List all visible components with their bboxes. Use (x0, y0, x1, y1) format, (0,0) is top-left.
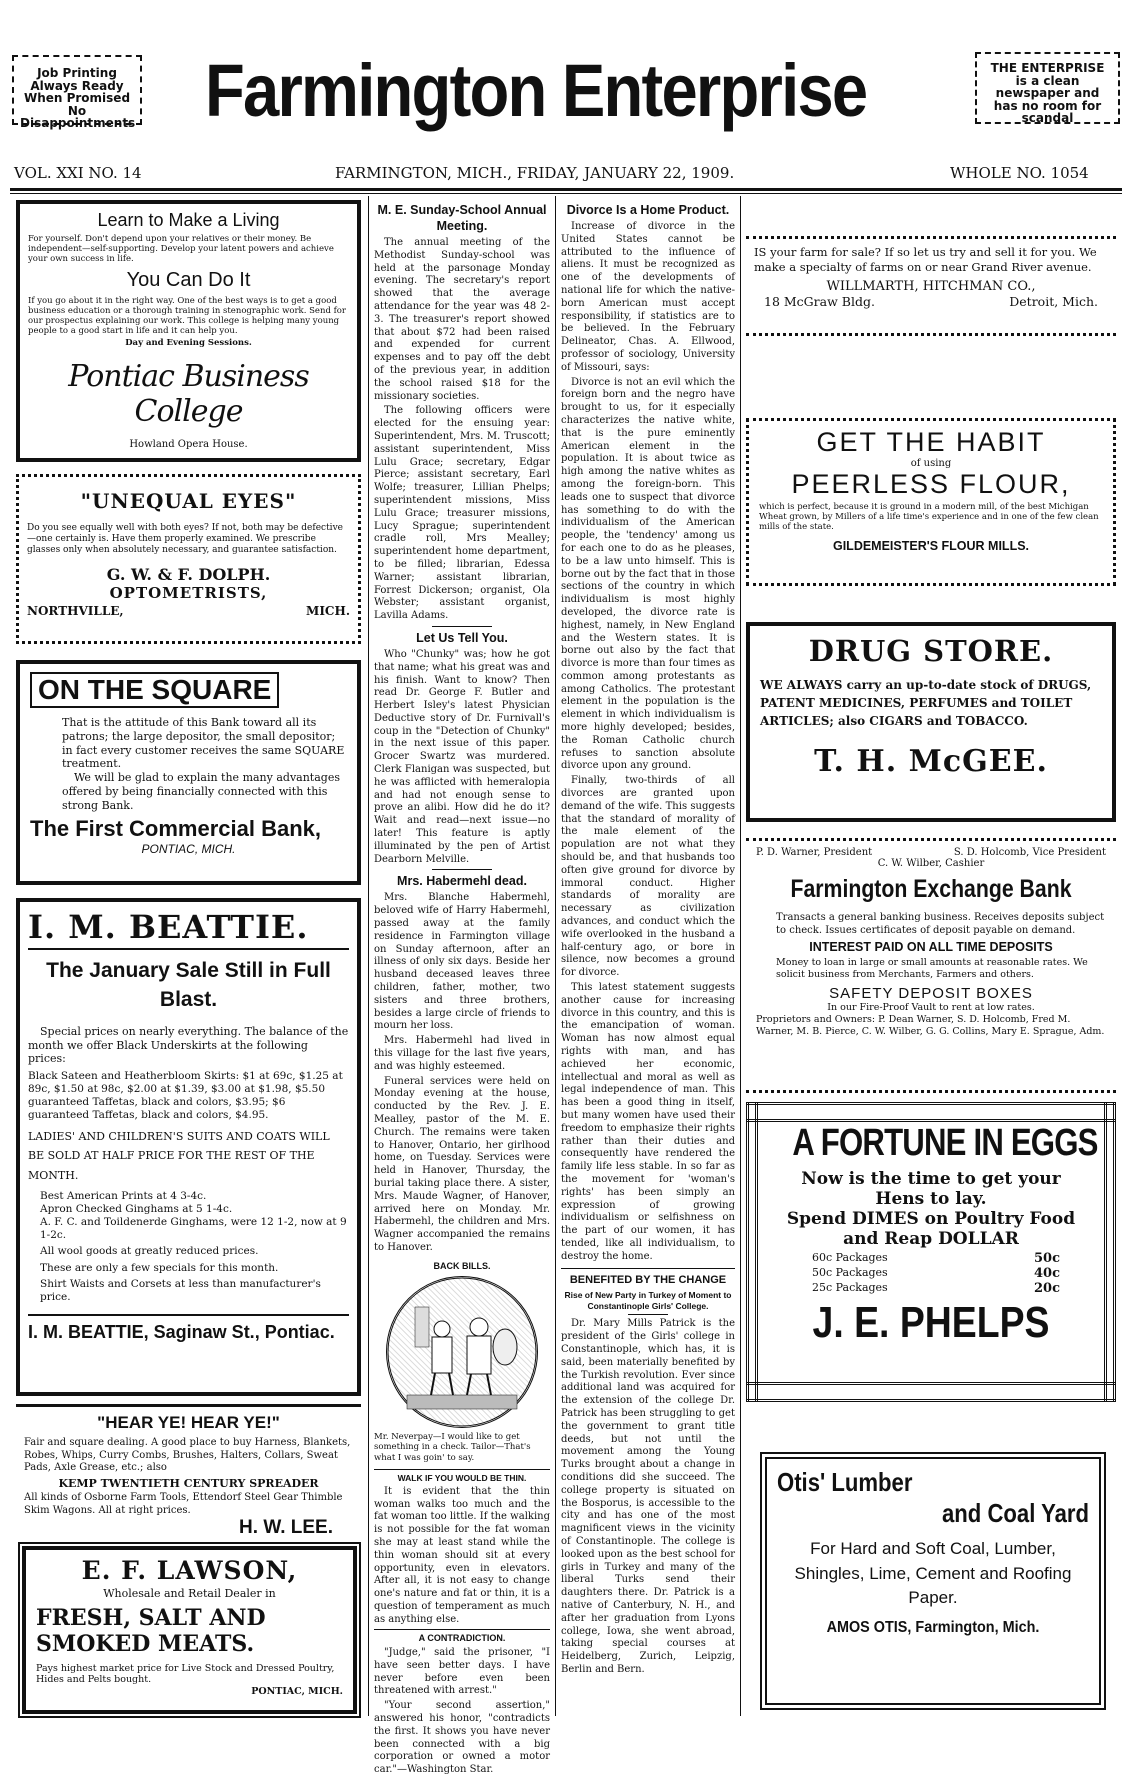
cartoon-caption: Mr. Neverpay—I would like to get something in a check. Tailor—That's what I was goin' to say. (374, 1432, 531, 1463)
egg-price-value: 20c (1033, 1281, 1060, 1296)
sunday-school-p1: The annual meeting of the Methodist Sunday-school was held at the parsonage Monday evening. The secretary's report showed that the average attendance for the year was 48 2-3. The treasurer's report showed that about $72 had been raised and expended for current expenses and to pay off the debt of the previous year, in addition the school raised $18 for the missionary societies. (374, 237, 550, 402)
egg-headline: A FORTUNE IN EGGS (792, 1122, 1098, 1164)
divorce-p2: Divorce is not an evil which the foreign born and the negro have brought to us, for it especially characterizes the native white, that is the pure eminently American element in the population. It is about twice as high among the native whites as among the foreign-born. This leads one to suspect that divorce has something to do with the individualism of the American people, the 'tendency' among us for each one to do as he pleases, to be a law unto himself. This is borne out by the fact that in those sections of the country in which individualism is most highly developed, the divorce rate is highest, namely, in New England and the Western states. It is borne out also by the fact that divorce is more than four times as common among protestants as among Catholics. The protestant element in the population is the element in which individualism is more highly developed; besides, the Roman Catholic church refuses to sanction absolute divorce upon any ground. (561, 376, 735, 772)
divorce-headline: Divorce Is a Home Product. (566, 203, 730, 217)
exchange-bank-body: Transacts a general banking business. Receives deposits subject to check. Issues certificates of deposit payable on demand. (776, 912, 1105, 936)
divider (628, 1314, 668, 1315)
beattie-p4: Best American Prints at 4 3-4c. (40, 1189, 207, 1202)
farm-sale-city: Detroit, Mich. (1009, 293, 1098, 309)
divider (561, 1268, 735, 1269)
egg-price-label: 60c Packages (812, 1251, 888, 1264)
egg-price-list (762, 1249, 1100, 1296)
egg-line-3: Spend DIMES on Poultry Food (786, 1209, 1076, 1229)
egg-border-top (746, 1102, 1116, 1122)
egg-price-label: 25c Packages (812, 1281, 888, 1294)
divider (374, 1469, 550, 1470)
divorce-p3: Finally, two-thirds of all divorces are granted upon demand of the wife. This suggests that the standard of morality of the male element of the population are not what they should be, and that husbands too often give ground for divorce by immoral conduct. Higher standards of morality are necessary as civilization advances, and conduct which the wife overlooked in the husband a half-century ago, or bore in silence, now becomes a ground for divorce. (561, 775, 735, 979)
drug-store-ad (746, 622, 1116, 822)
tell-you-headline: Let Us Tell You. (416, 630, 508, 645)
business-college-intro: For yourself. Don't depend upon your relatives or their money. Be independent—self-supporting. Develop your latent powers and achieve your own success in life. (28, 234, 334, 265)
cartoon-title: BACK BILLS. (433, 1260, 491, 1271)
optometrists-state: MICH. (306, 604, 350, 619)
egg-border-bottom (746, 1382, 1116, 1402)
column-2 (374, 200, 550, 1776)
peerless-flour-ad (746, 418, 1116, 586)
divorce-p4: This latest statement suggests another cause for increasing divorce in this country, and this is the emancipation of woman. Woman has now almost equal rights with man, and has achieved her economic, intellectual and moral as well as legal independence of man. This has been a good thing in itself, but many women have used their freedom to emphasize their rights rather than their duties and consequently have rendered the family life less stable. In so far as the movement for 'woman's rights' has been simply an expression of growing individualism or selfishness on the part of our women, it has tended, like all individualism, to destroy the home. (561, 982, 735, 1262)
business-college-subhead: You Can Do It (126, 268, 251, 291)
farm-sale-address: 18 McGraw Bldg. (764, 293, 875, 309)
optometrists-town: NORTHVILLE, (27, 604, 124, 619)
column-rule-1 (368, 196, 369, 1716)
column-3 (561, 200, 735, 1715)
exchange-bank-vault: In our Fire-Proof Vault to rent at low rates. (827, 1001, 1035, 1013)
divider (432, 626, 492, 627)
benefited-subhead: Rise of New Party in Turkey of Moment to Constantinople Girls' College. (564, 1289, 732, 1311)
benefited-headline: BENEFITED BY THE CHANGE (569, 1273, 727, 1286)
business-college-headline: Learn to Make a Living (97, 210, 280, 230)
farm-sale-address-row (754, 294, 1108, 309)
lumber-body: For Hard and Soft Coal, Lumber, Shingles, Lime, Cement and Roofing Paper. (794, 1539, 1072, 1608)
beattie-p7: All wool goods at greatly reduced prices. (40, 1245, 259, 1258)
exchange-bank-loans: Money to loan in large or small amounts at reasonable rates. We solicit business from Merchants, Farmers and others. (776, 957, 1088, 980)
business-college-signature: Pontiac Business College (68, 358, 309, 429)
business-college-sessions: Day and Evening Sessions. (125, 338, 252, 349)
lawson-name: E. F. LAWSON, (81, 1556, 298, 1585)
lawson-meats-ad (22, 1546, 357, 1714)
optometrists-title: OPTOMETRISTS, (109, 584, 268, 603)
optometrists-headline: "UNEQUAL EYES" (80, 489, 297, 513)
egg-line-4: and Reap DOLLAR (843, 1229, 1019, 1249)
masthead-rule (10, 188, 1122, 191)
clean-newspaper-text: THE ENTERPRISE is a clean newspaper and has no room for scandal (990, 61, 1105, 126)
drug-store-body: WE ALWAYS carry an up-to-date stock of DRUGS, PATENT MEDICINES, PERFUMES and TOILET ARTICLES; also CIGARS and TOBACCO. (760, 678, 1092, 728)
farm-sale-text: IS your farm for sale? If so let us try and sell it for you. We make a specialty of farms on or near Grand River avenue. (754, 245, 1097, 274)
beattie-headline: I. M. BEATTIE. (28, 908, 349, 950)
egg-border-left (746, 1102, 758, 1402)
lawson-line-2: SMOKED MEATS. (36, 1630, 255, 1657)
drug-store-name: T. H. McGEE. (814, 744, 1048, 779)
sunday-school-p2: The following officers were elected for the ensuing year: Superintendent, Mrs. M. Truscott; assistant superintendent, Miss Lulu Grace; secretary, Edgar Pierce; assistant secretary, Earl Wolfe; treasurer, Lillian Phelps; superintendent missions, Miss Lulu Grace; treasurer missions, Lucy Sprague; superintendent cradle roll, Mrs Mealley; superintendent home department, to be filled; librarian, Edessa Warner; assistant librarian, Forrest Dickerson; organist, Ola Webster; assistant organist, Lavilla Adams. (374, 405, 550, 622)
bank-city: PONTIAC, MICH. (141, 842, 236, 857)
lawson-city: PONTIAC, MICH. (251, 1685, 343, 1697)
lawson-line-1: FRESH, SALT AND (36, 1604, 266, 1631)
job-printing-text: Job Printing Always Ready When Promised No Disappointments (20, 66, 136, 131)
egg-price-value: 40c (1033, 1266, 1060, 1281)
clean-newspaper-box (975, 52, 1120, 124)
business-college-body: If you go about it in the right way. One of the best ways is to get a good business education or a thorough training in stenographic work. Send for our prospectus explaining our work. This college is helping many young people to a good start in life and it can help you. (28, 295, 346, 337)
bank-headline: ON THE SQUARE (30, 672, 279, 708)
optometrists-address (27, 604, 350, 618)
egg-line-2: Hens to lay. (875, 1189, 987, 1209)
volume-number: VOL. XXI NO. 14 (14, 164, 142, 182)
divorce-p1: Increase of divorce in the United States cannot be attributed to the influence of aliens. It must be recognized as one of the developments of national life for which the native-born American must accept responsibility, if statistics are to be believed. In the February Delineator, Chas. A. Ellwood, professor of sociology, University of Missouri, says: (561, 221, 735, 373)
optometrists-body: Do you see equally well with both eyes? If not, both may be defective—one certainly is. Have them properly examined. We prescribe glasses only when absolutely necessary, and guarantee satisfaction. (27, 523, 343, 555)
habermehl-p2: Mrs. Habermehl had lived in this village for the last five years, and was highly esteemed. (374, 1035, 550, 1072)
column-rule-2 (555, 196, 556, 1716)
harness-body: Fair and square dealing. A good place to buy Harness, Blankets, Robes, Whips, Curry Combs, Brushes, Halters, Collars, Sweat Pads, Axle Grease, etc.; also (24, 1437, 351, 1473)
beattie-p2: Black Sateen and Heatherbloom Skirts: $1 at 69c, $1.25 at 89c, $1.50 at 98c, $2.00 at $1.39, $3.00 at $1.98, $5.50 guaranteed Taffetas, black and colors, $3.95; $6 guaranteed Taffetas, black and colors, $4.95. (28, 1070, 343, 1122)
beattie-footer: I. M. BEATTIE, Saginaw St., Pontiac. (28, 1314, 349, 1343)
exchange-bank-safety: SAFETY DEPOSIT BOXES (829, 984, 1033, 1002)
bank-name: The First Commercial Bank, (30, 816, 321, 842)
lawson-footer: Pays highest market price for Live Stock and Dressed Poultry, Hides and Pelts bought. (36, 1662, 335, 1686)
lumber-line-1: Otis' Lumber (777, 1467, 913, 1497)
exchange-bank-name: Farmington Exchange Bank (790, 875, 1072, 903)
bank-body: That is the attitude of this Bank toward all its patrons; the large depositor, the small depositor; in fact every customer receives the same SQUARE treatment. (62, 716, 345, 771)
harness-name: H. W. LEE. (239, 1517, 333, 1539)
egg-line-1: Now is the time to get your (801, 1169, 1061, 1189)
job-printing-box (12, 55, 142, 131)
exchange-bank-officer-3: C. W. Wilber, Cashier (877, 858, 985, 869)
tell-you-p: Who "Chunky" was; how he got that name; what his great was and his finish. Want to know? Then read Dr. George F. Butler and Herbert Isley's latest Physician Deductive story of Dr. Furnivall's coup in the "Detection of Chunky" in the next issue of this paper. Grocer Swartz was murdered. Clerk Flanigan was suspected, but he was afflicted with hemeralopia and had not enough sense to prove an alibi. How did he do it? Wait and read—next issue—no later! This feature is aptly illuminated by the pen of Artist Dearborn Melville. (374, 648, 550, 865)
beattie-p6: A. F. C. and Toildenerde Ginghams, were 12 1-2, now at 9 1-2c. (40, 1216, 347, 1242)
divider (374, 1629, 550, 1630)
first-commercial-bank-ad (16, 660, 361, 885)
egg-content (762, 1122, 1100, 1348)
exchange-bank-owners: Proprietors and Owners: P. Dean Warner, S. D. Holcomb, Fred M. Warner, M. B. Pierce, C. W. Wilber, G. G. Collins, Mary E. Sprague, Adm. (756, 1013, 1105, 1037)
newspaper-title: Farmington Enterprise (205, 49, 867, 132)
flour-body: which is perfect, because it is ground in a modern mill, of the best Michigan Wheat grown, by Millers of a life time's experience and in one of the few clean mills of the state. (759, 502, 1099, 533)
otis-lumber-ad (760, 1452, 1106, 1710)
lumber-line-2: and Coal Yard (942, 1498, 1089, 1528)
egg-name: J. E. PHELPS (812, 1298, 1050, 1347)
beattie-p9: Shirt Waists and Corsets at less than manufacturer's price. (40, 1277, 321, 1303)
beattie-p8: These are only a few specials for this month. (40, 1261, 279, 1274)
farm-sale-firm: WILLMARTH, HITCHMAN CO., (826, 278, 1036, 294)
exchange-bank-officers (756, 847, 1106, 858)
egg-price-value: 50c (1033, 1251, 1060, 1266)
walk-p: It is evident that the thin woman walks too much and the fat woman too little. If the walking is not possible for the fat woman she may at least stand while the thin woman should sit at every opportunity, even in elevators. After all, it is not easy to change one's nature and fat or thin, it is a question of temperament as much as anything else. (374, 1485, 550, 1625)
sunday-school-headline: M. E. Sunday-School Annual Meeting. (377, 203, 547, 233)
habermehl-p1: Mrs. Blanche Habermehl, beloved wife of Harry Habermehl, passed away at the family residence in Farmington village on Sunday afternoon, after an illness of only six days. Beside her husband deceased leaves three children, father, mother, two sisters and three brothers, besides a large circle of friends to mourn her loss. (374, 892, 550, 1032)
harness-body-2: All kinds of Osborne Farm Tools, Ettendorf Steel Gear Thimble Skim Wagons. All at right prices. (24, 1492, 343, 1516)
farm-sale-ad (746, 236, 1116, 336)
bank-body-2: We will be glad to explain the many advantages offered by being financially connected with this strong Bank. (62, 771, 340, 812)
benefited-p: Dr. Mary Mills Patrick is the president of the Girls' college in Constantinople, which has, it is said, been materially benefited by the Turkish revolution. Ever since additional land was acquired for the extension of the college Dr. Patrick has been struggling to get the government to grant title deeds, but not until the movement among the Young Turks brought about a change in conditions did she succeed. The college property is situated on the Bosporus, is accessible to the city and has one of the most magnificent views in the vicinity of Constantinople. The college is looked upon as the best school for girls in Turkey and many of the liberal Turks send their daughters there. Dr. Patrick is a native of Canterbury, N. H., and after her graduation from Lyons college, Iowa, she went abroad, taking special courses at Heidelberg, Zurich, Leipzig, Berlin and Bern. (561, 1318, 735, 1675)
column-rule-3 (740, 196, 741, 1716)
egg-price-row (812, 1251, 1060, 1266)
lumber-footer: AMOS OTIS, Farmington, Mich. (826, 1618, 1040, 1636)
harness-ad (16, 1404, 361, 1539)
flour-line-2: of using (910, 458, 952, 469)
beattie-p1: Special prices on nearly everything. The balance of the month we offer Black Underskirts at the following prices: (28, 1024, 349, 1066)
business-college-location: Howland Opera House. (129, 438, 248, 450)
egg-price-label: 50c Packages (812, 1266, 888, 1279)
drug-store-headline: DRUG STORE. (808, 634, 1054, 668)
divider (432, 869, 492, 870)
optometrists-ad (16, 474, 361, 644)
habermehl-headline: Mrs. Habermehl dead. (397, 874, 527, 889)
harness-headline: "HEAR YE! HEAR YE!" (97, 1413, 280, 1432)
beattie-ad (16, 898, 361, 1396)
beattie-p5: Apron Checked Ginghams at 5 1-4c. (40, 1203, 233, 1216)
flour-line-1: GET THE HABIT (816, 427, 1046, 457)
cartoon-figures-icon (387, 1277, 537, 1427)
contradiction-headline: A CONTRADICTION. (418, 1633, 506, 1644)
exchange-bank-officer-2: S. D. Holcomb, Vice President (953, 847, 1106, 858)
dateline: FARMINGTON, MICH., FRIDAY, JANUARY 22, 1909. (335, 164, 735, 182)
contradiction-p2: "Your second assertion," answered his honor, "contradicts the first. It shows you have never been connected with a big corporation or owned a motor car."—Washington Star. (374, 1700, 550, 1776)
business-college-ad (16, 200, 361, 462)
exchange-bank-officer-1: P. D. Warner, President (756, 847, 873, 858)
walk-headline: WALK IF YOU WOULD BE THIN. (397, 1472, 527, 1483)
harness-product: KEMP TWENTIETH CENTURY SPREADER (58, 1476, 319, 1490)
lawson-sub: Wholesale and Retail Dealer in (103, 1587, 276, 1600)
flour-line-3: PEERLESS FLOUR, (791, 469, 1071, 499)
whole-number: WHOLE NO. 1054 (950, 164, 1089, 182)
optometrists-name: G. W. & F. DOLPH. (106, 565, 271, 585)
egg-border-right (1104, 1102, 1116, 1402)
exchange-bank-ad (746, 838, 1116, 1093)
beattie-subhead: The January Sale Still in Full Blast. (46, 959, 331, 1012)
masthead-rule-thin (10, 193, 1122, 194)
habermehl-p3: Funeral services were held on Monday evening at the house, conducted by the Rev. J. E. Mealley, pastor of the M. E. Church. The remains were taken to Hanover, Ontario, her girlhood home, on Tuesday. Services were held in Hanover, Thursday, the burial taking place there. A sister, Mrs. Maude Wagner, of Hanover, arrived here on Monday. Mr. Habermehl, the children and Mrs. Wagner accompanied the remains to Hanover. (374, 1075, 550, 1253)
beattie-p3: LADIES' AND CHILDREN'S SUITS AND COATS WILL BE SOLD AT HALF PRICE FOR THE REST OF THE MONTH. (28, 1129, 330, 1183)
fortune-in-eggs-ad (746, 1102, 1116, 1402)
flour-firm: GILDEMEISTER'S FLOUR MILLS. (832, 538, 1030, 553)
contradiction-p1: "Judge," said the prisoner, "I have seen better days. I have never before even been threatened with arrest." (374, 1647, 550, 1697)
exchange-bank-interest: INTEREST PAID ON ALL TIME DEPOSITS (809, 940, 1053, 954)
egg-price-row (812, 1281, 1060, 1296)
cartoon-illustration (386, 1276, 538, 1428)
egg-price-row (812, 1266, 1060, 1281)
